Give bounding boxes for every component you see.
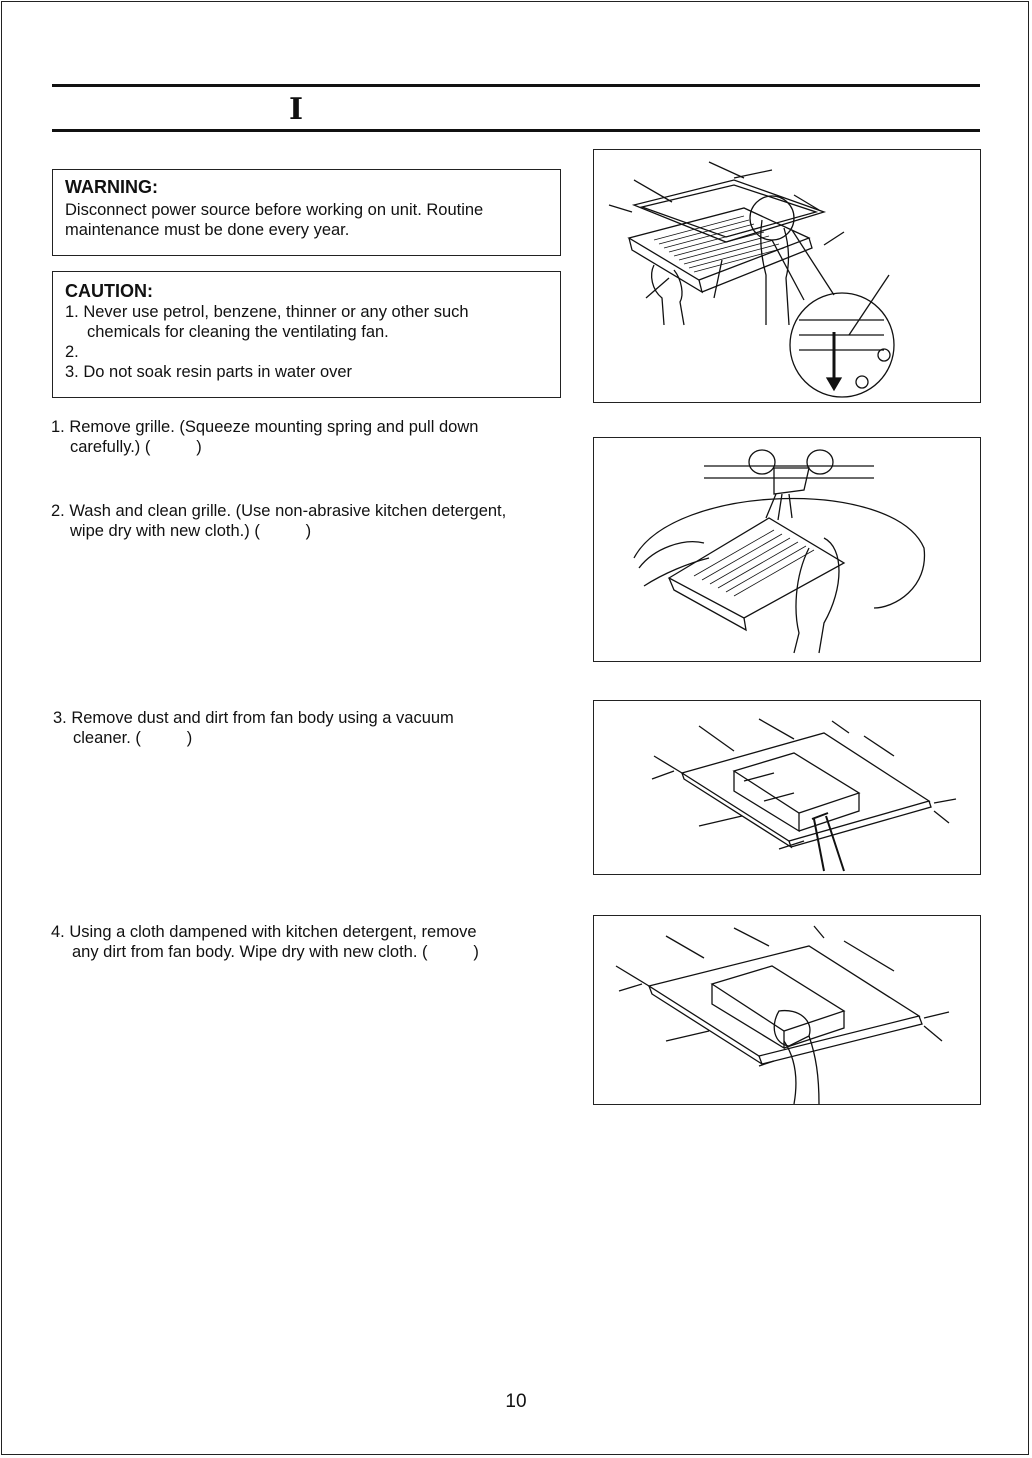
warning-box	[52, 169, 561, 256]
section-heading: I	[289, 92, 304, 127]
figure-wipe-fan-body	[593, 915, 981, 1105]
caution-title: CAUTION:	[65, 281, 153, 301]
caution-item-2: 2.	[65, 343, 79, 361]
step-4-line-1: 4. Using a cloth dampened with kitchen detergent, remove	[51, 923, 477, 941]
header-rule-bottom	[52, 129, 980, 132]
step-2-line-2: wipe dry with new cloth.) ( )	[70, 522, 312, 540]
caution-item-3: 3. Do not soak resin parts in water over	[65, 363, 353, 381]
step-1	[51, 417, 478, 457]
figure-remove-grille	[593, 149, 981, 403]
caution-item-1: 1. Never use petrol, benzene, thinner or any other such	[65, 303, 469, 321]
step-3-line-2: cleaner. ( )	[73, 729, 193, 747]
step-3	[53, 708, 454, 748]
step-4	[51, 922, 479, 962]
page-number: 10	[505, 1391, 527, 1412]
step-1-line-2: carefully.) ( )	[70, 438, 202, 456]
vacuum-fan-body-illustration	[594, 701, 980, 874]
step-4-line-2: any dirt from fan body. Wipe dry with new cloth. ( )	[72, 943, 479, 961]
remove-grille-illustration	[594, 150, 980, 402]
figure-vacuum-fan-body	[593, 700, 981, 875]
header-rule-top	[52, 84, 980, 87]
caution-item-1-continued: chemicals for cleaning the ventilating fan.	[87, 323, 389, 341]
warning-line-1: Disconnect power source before working on unit. Routine	[65, 201, 484, 219]
step-2	[51, 501, 506, 541]
step-3-line-1: 3. Remove dust and dirt from fan body using a vacuum	[53, 709, 454, 727]
figure-wash-grille	[593, 437, 981, 662]
warning-title: WARNING:	[65, 177, 158, 197]
step-2-line-1: 2. Wash and clean grille. (Use non-abrasive kitchen detergent,	[51, 502, 507, 520]
caution-box	[52, 271, 561, 398]
wash-grille-illustration	[594, 438, 980, 661]
wipe-fan-body-illustration	[594, 916, 980, 1104]
step-1-line-1: 1. Remove grille. (Squeeze mounting spring and pull down	[51, 418, 479, 436]
warning-line-2: maintenance must be done every year.	[65, 221, 350, 239]
